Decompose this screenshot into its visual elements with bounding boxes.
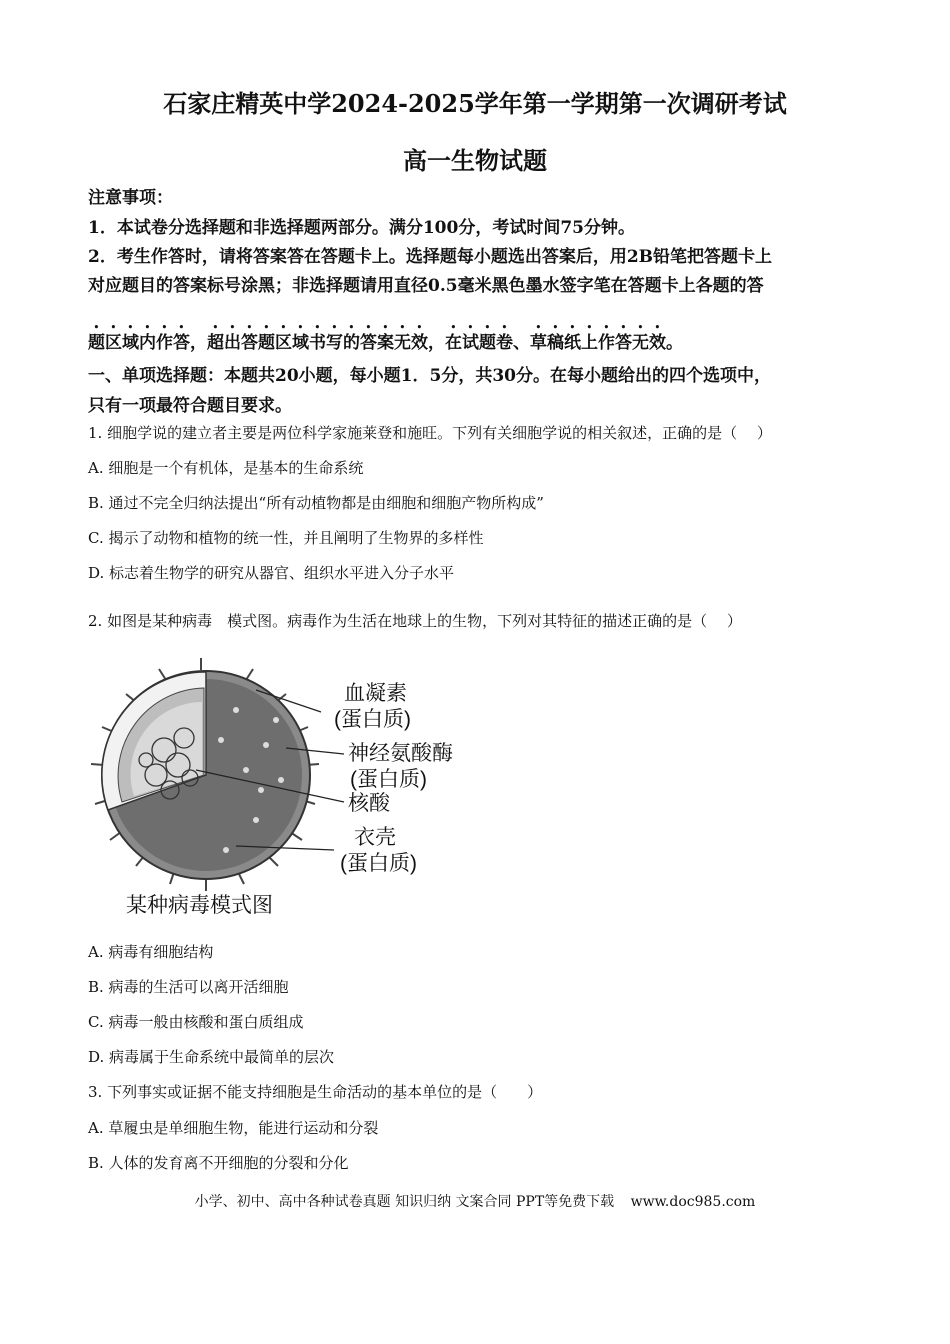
label-hemagglutinin-sub: (蛋白质) — [334, 708, 411, 731]
notice-item-2-line1: 2．考生作答时，请将答案答在答题卡上。选择题每小题选出答案后，用2B铅笔把答题卡上 — [88, 247, 773, 267]
label-neuraminidase: 神经氨酸酶 — [348, 742, 453, 765]
virus-illustration — [91, 658, 344, 891]
q2-option-d: D. 病毒属于生命系统中最简单的层次 — [88, 1048, 335, 1066]
label-hemagglutinin: 血凝素 — [344, 682, 407, 705]
emphasized-text: 题区域内作答，超出答题区域书写的答案无效，在试题卷、草稿纸上作答无效 — [88, 333, 666, 353]
figure-caption: 某种病毒模式图 — [126, 894, 273, 917]
q1-stem: 1. 细胞学说的建立者主要是两位科学家施莱登和施旺。下列有关细胞学说的相关叙述，正确的是（ ） — [88, 424, 772, 442]
exam-subtitle: 高一生物试题 — [403, 146, 547, 175]
q2-option-c: C. 病毒一般由核酸和蛋白质组成 — [88, 1013, 304, 1031]
exam-title: 石家庄精英中学2024-2025学年第一学期第一次调研考试 — [163, 89, 787, 118]
footer-link[interactable]: www.doc985.com — [630, 1194, 756, 1210]
label-capsid-sub: (蛋白质) — [340, 852, 417, 875]
notice-item-2-line3 — [88, 323, 683, 355]
q3-stem: 3. 下列事实或证据不能支持细胞是生命活动的基本单位的是（ ） — [88, 1083, 543, 1101]
q3-option-a: A. 草履虫是单细胞生物，能进行运动和分裂 — [88, 1119, 379, 1137]
notice-item-2-line2: 对应题目的答案标号涂黑；非选择题请用直径0.5毫米黑色墨水签字笔在答题卡上各题的答 — [88, 276, 764, 296]
q2-stem: 2. 如图是某种病毒 模式图。病毒作为生活在地球上的生物，下列对其特征的描述正确的是（ ） — [88, 612, 742, 630]
notice-heading: 注意事项： — [88, 188, 173, 208]
virus-diagram — [86, 650, 476, 920]
notice-end: 。 — [666, 333, 683, 353]
q2-option-a: A. 病毒有细胞结构 — [88, 943, 214, 961]
label-nucleic-acid: 核酸 — [348, 792, 390, 815]
footer-text: 小学、初中、高中各种试卷真题 知识归纳 文案合同 PPT等免费下载 — [194, 1194, 615, 1210]
section-heading-line2: 只有一项最符合题目要求。 — [88, 396, 292, 416]
q1-option-d: D. 标志着生物学的研究从器官、组织水平进入分子水平 — [88, 564, 455, 582]
q3-option-b: B. 人体的发育离不开细胞的分裂和分化 — [88, 1154, 349, 1172]
q1-option-c: C. 揭示了动物和植物的统一性，并且阐明了生物界的多样性 — [88, 529, 484, 547]
q1-option-b: B. 通过不完全归纳法提出“所有动植物都是由细胞和细胞产物所构成” — [88, 494, 544, 512]
page-footer — [0, 1191, 950, 1211]
q2-option-b: B. 病毒的生活可以离开活细胞 — [88, 978, 289, 996]
notice-item-1: 1．本试卷分选择题和非选择题两部分。满分100分，考试时间75分钟。 — [88, 218, 635, 238]
section-heading-line1: 一、单项选择题：本题共20小题，每小题1．5分，共30分。在每小题给出的四个选项中， — [88, 366, 771, 386]
label-capsid: 衣壳 — [354, 826, 396, 849]
q1-option-a: A. 细胞是一个有机体，是基本的生命系统 — [88, 459, 364, 477]
label-neuraminidase-sub: (蛋白质) — [350, 768, 427, 791]
